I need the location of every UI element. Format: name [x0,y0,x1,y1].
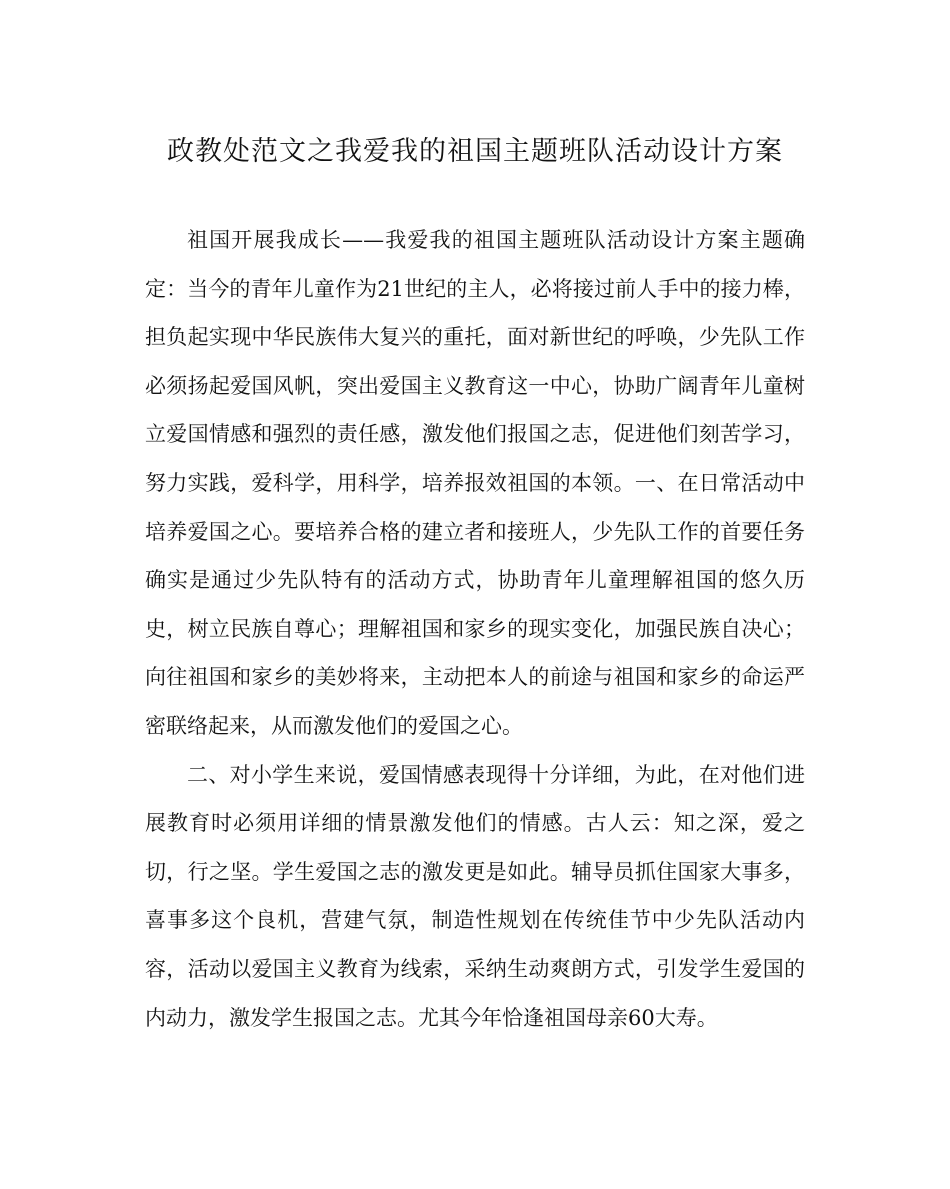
paragraph-2: 二、对小学生来说，爱国情感表现得十分详细，为此，在对他们进展教育时必须用详细的情景激发他们的情感。古人云：知之深，爱之切，行之坚。学生爱国之志的激发更是如此。辅导员抓住国家大事多，喜事多这个良机，营建气氛，制造性规划在传统佳节中少先队活动内容，活动以爱国主义教育为线索，采纳生动爽朗方式，引发学生爱国的内动力，激发学生报国之志。尤其今年恰逢祖国母亲60大寿。 [145,762,805,1030]
document-body [145,216,805,1042]
document-title: 政教处范文之我爱我的祖国主题班队活动设计方案 [167,136,783,167]
paragraph-1: 祖国开展我成长——我爱我的祖国主题班队活动设计方案主题确定：当今的青年儿童作为21世纪的主人，必将接过前人手中的接力棒，担负起实现中华民族伟大复兴的重托，面对新世纪的呼唤，少先队工作必须扬起爱国风帆，突出爱国主义教育这一中心，协助广阔青年儿童树立爱国情感和强烈的责任感，激发他们报国之志，促进他们刻苦学习，努力实践，爱科学，用科学，培养报效祖国的本领。一、在日常活动中培养爱国之心。要培养合格的建立者和接班人，少先队工作的首要任务确实是通过少先队特有的活动方式，协助青年儿童理解祖国的悠久历史，树立民族自尊心；理解祖国和家乡的现实变化，加强民族自决心；向往祖国和家乡的美妙将来，主动把本人的前途与祖国和家乡的命运严密联络起来，从而激发他们的爱国之心。 [145,228,805,738]
